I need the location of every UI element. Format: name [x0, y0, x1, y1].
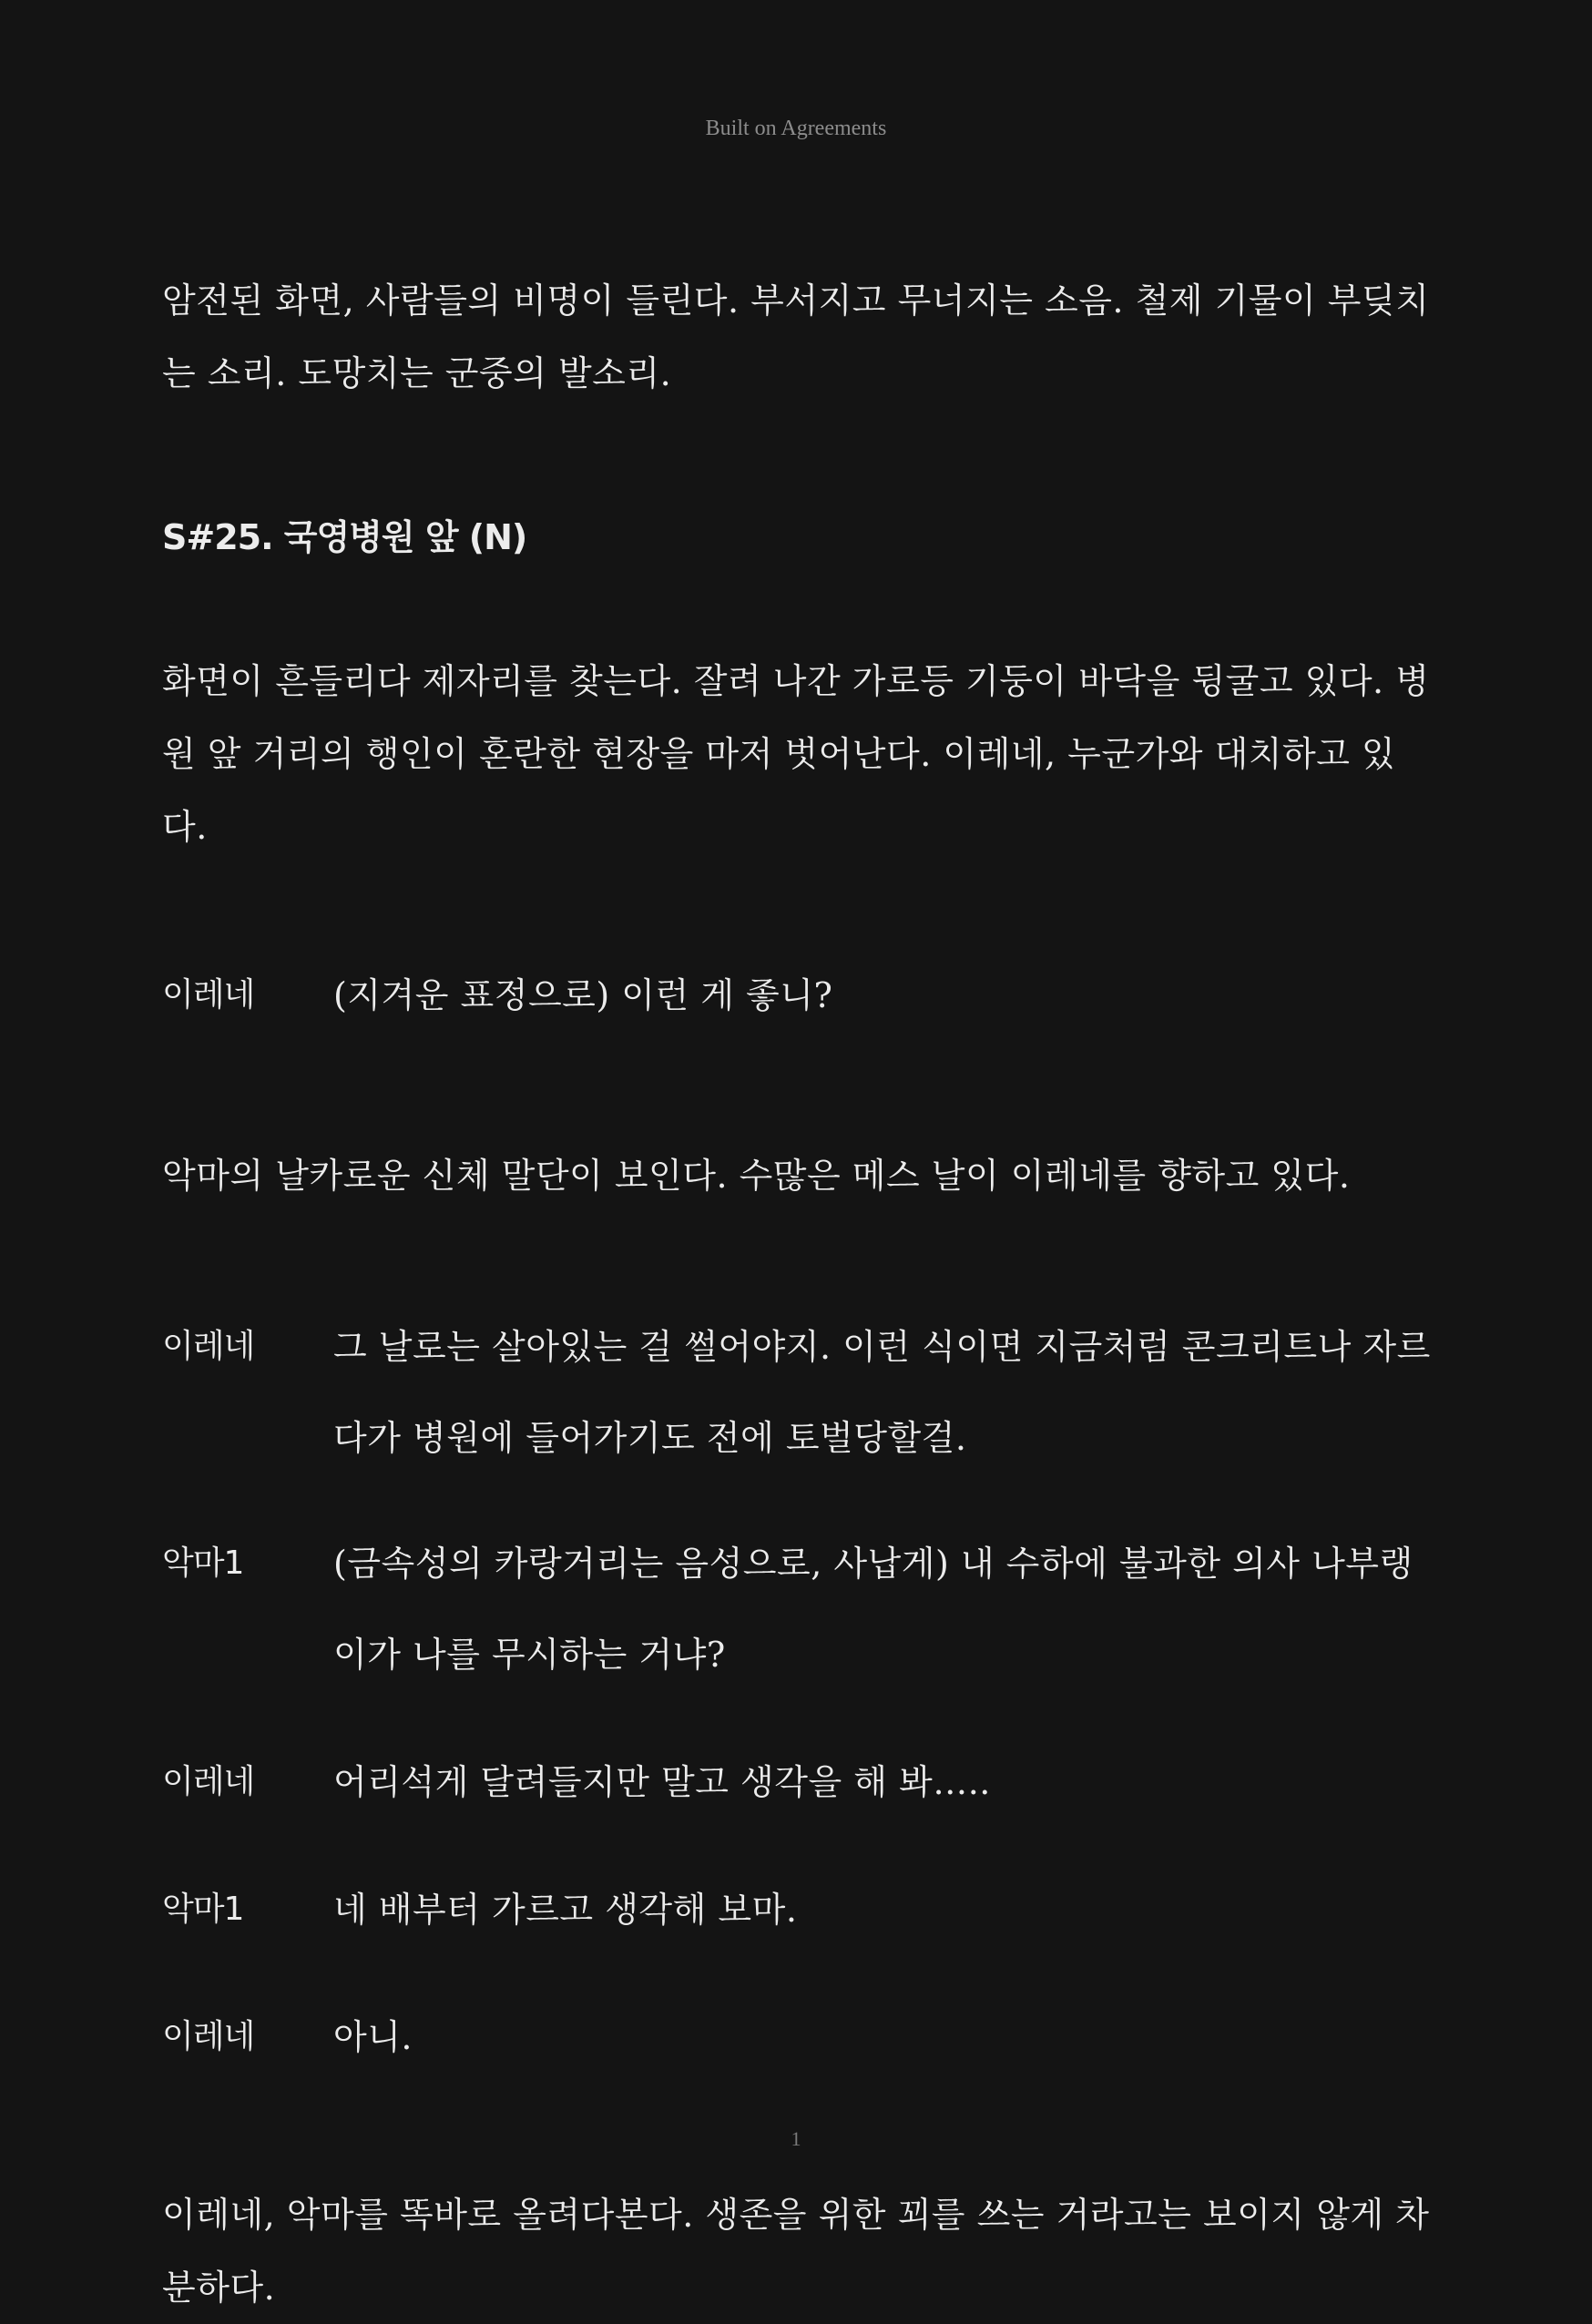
page-number: 1	[791, 2127, 801, 2150]
dialogue-block	[162, 1310, 1434, 1483]
action-paragraph: 이레네, 악마를 똑바로 올려다본다. 생존을 위한 꾀를 쓰는 거라고는 보이지 않게 차분하다.	[162, 2195, 1430, 2308]
dialogue-line: 네 배부터 가르고 생각해 보마.	[333, 1890, 798, 1930]
dialogue-line: 그 날로는 살아있는 걸 썰어야지. 이런 식이면 지금처럼 콘크리트나 자르다가 병원에 들어가기도 전에 토벌당할걸.	[333, 1327, 1431, 1458]
scene-heading: S#25. 국영병원 앞 (N)	[162, 517, 527, 557]
dialogue-block	[162, 1746, 1434, 1828]
dialogue-block	[162, 2001, 1434, 2083]
script-body	[162, 264, 1434, 2324]
dialogue-line: 어리석게 달려들지만 말고 생각을 해 봐…..	[333, 1762, 991, 1802]
character-name: 악마1	[162, 1544, 244, 1582]
action-paragraph: 화면이 흔들리다 제자리를 찾는다. 잘려 나간 가로등 기둥이 바닥을 뒹굴고 있다. 병원 앞 거리의 행인이 혼란한 현장을 마저 벗어난다. 이레네, 누군가와 대치하고 있다.	[162, 661, 1430, 847]
character-name: 이레네	[162, 1763, 255, 1800]
dialogue-line: 아니.	[333, 2017, 413, 2057]
action-paragraph: 암전된 화면, 사람들의 비명이 들린다. 부서지고 무너지는 소음. 철제 기물이 부딪치는 소리. 도망치는 군중의 발소리.	[162, 280, 1430, 393]
character-name: 이레네	[162, 976, 255, 1014]
action-paragraph: 악마의 날카로운 신체 말단이 보인다. 수많은 메스 날이 이레네를 향하고 있다.	[162, 1156, 1351, 1196]
dialogue-line: (금속성의 카랑거리는 음성으로, 사납게) 내 수하에 불과한 의사 나부랭이가 나를 무시하는 거냐?	[333, 1544, 1413, 1675]
character-name: 이레네	[162, 1328, 255, 1365]
character-name: 이레네	[162, 2018, 255, 2055]
character-name: 악마1	[162, 1891, 244, 1928]
dialogue-block	[162, 959, 1434, 1041]
dialogue-block	[162, 1873, 1434, 1955]
document-header-title: Built on Agreements	[705, 117, 887, 140]
dialogue-line: (지겨운 표정으로) 이런 게 좋니?	[333, 975, 833, 1015]
dialogue-block	[162, 1527, 1434, 1700]
